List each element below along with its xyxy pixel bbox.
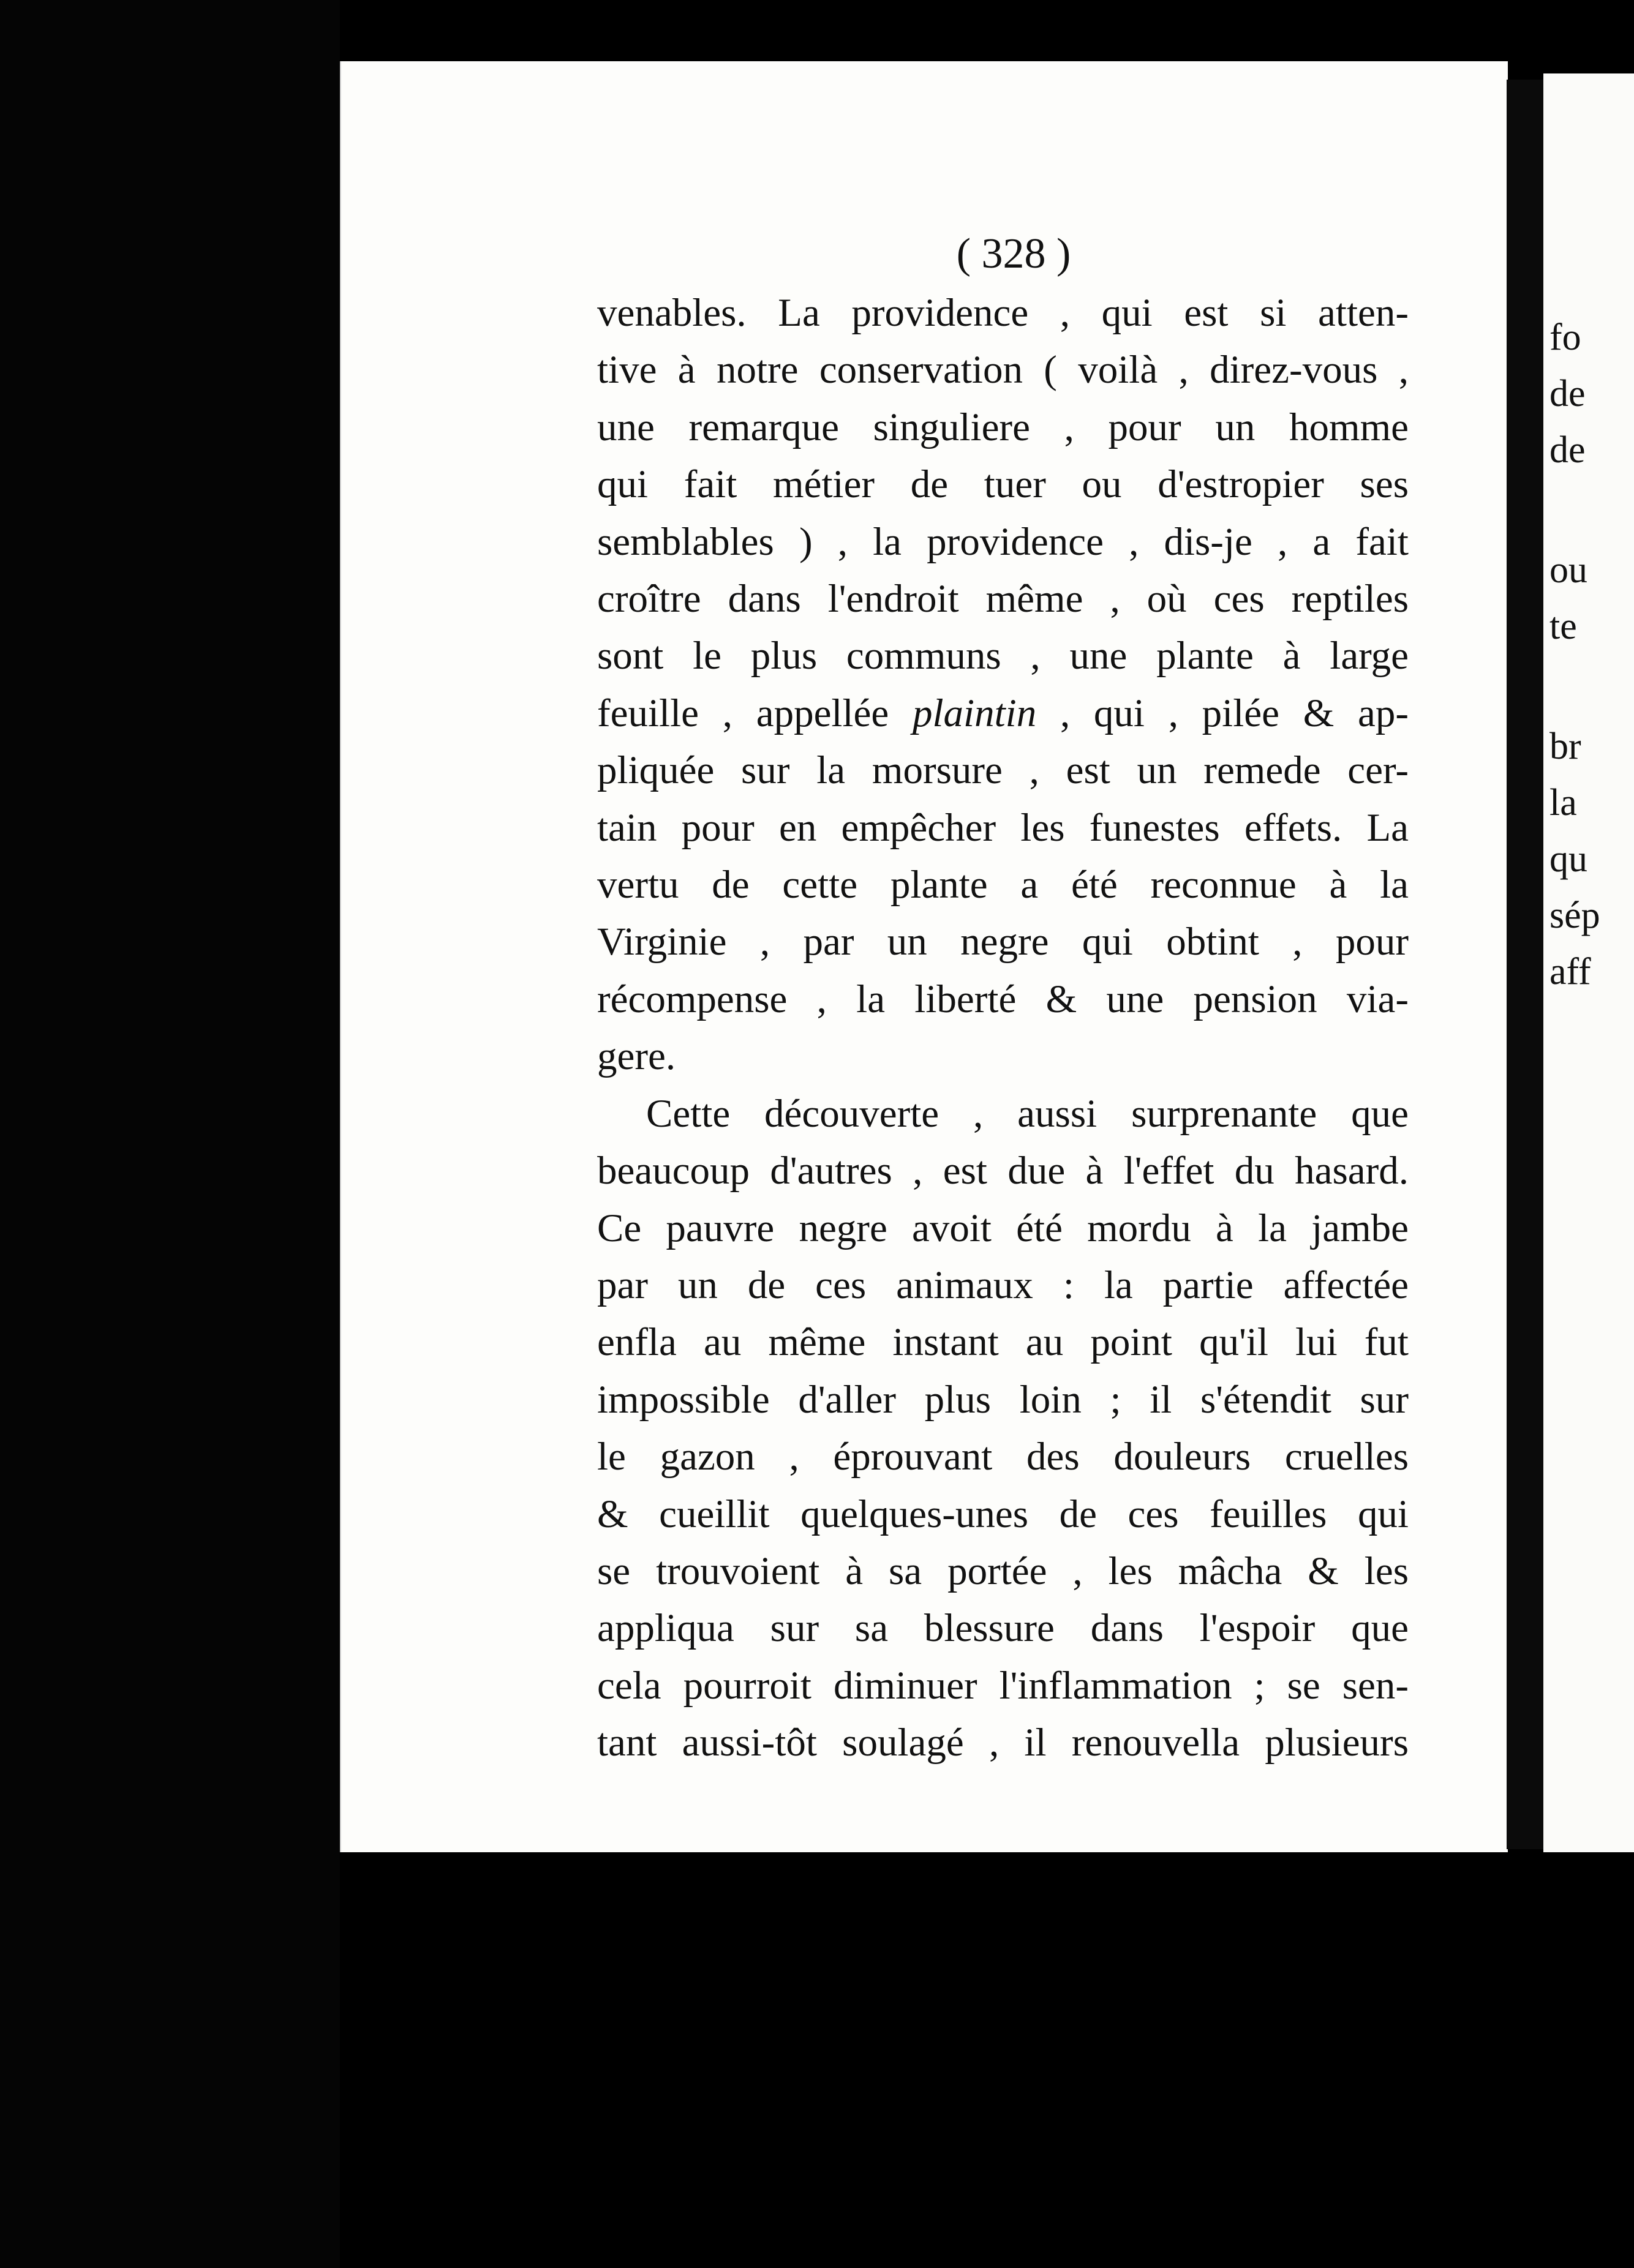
text-line: appliqua sur sa blessure dans l'espoir que xyxy=(597,1606,1409,1651)
text-segment: , qui , pilée & ap- xyxy=(1036,691,1409,735)
text-line: sont le plus communs , une plante à large xyxy=(597,634,1409,678)
facing-page-fragment: fo xyxy=(1549,317,1581,358)
facing-page-fragment: aff xyxy=(1549,951,1591,993)
scan-bottom-margin xyxy=(340,1852,1634,2268)
text-line: semblables ) , la providence , dis-je , a fait xyxy=(597,519,1409,564)
page-number: ( 328 ) xyxy=(956,230,1071,277)
text-line: se trouvoient à sa portée , les mâcha & les xyxy=(597,1549,1409,1593)
facing-page-fragment: br xyxy=(1549,726,1581,767)
text-line: par un de ces animaux : la partie affectée xyxy=(597,1263,1409,1307)
facing-page-fragment: ou xyxy=(1549,549,1587,591)
text-line: impossible d'aller plus loin ; il s'étendit sur xyxy=(597,1377,1409,1422)
text-line xyxy=(597,685,1409,742)
facing-page-fragment: sép xyxy=(1549,895,1600,936)
text-line: tain pour en empêcher les funestes effets. La xyxy=(597,805,1409,850)
body-text xyxy=(597,285,1409,1772)
book-gutter xyxy=(1507,80,1543,1849)
text-line: qui fait métier de tuer ou d'estropier ses xyxy=(597,462,1409,507)
text-line: Ce pauvre negre avoit été mordu à la jambe xyxy=(597,1206,1409,1250)
facing-page-fragment: de xyxy=(1549,429,1586,471)
text-line: Cette découverte , aussi surprenante que xyxy=(646,1091,1409,1136)
italic-term: plaintin xyxy=(912,691,1037,735)
text-segment: feuille , appellée xyxy=(597,691,913,735)
facing-page-edge xyxy=(1543,73,1634,1861)
text-line: pliquée sur la morsure , est un remede cer- xyxy=(597,748,1409,793)
facing-page-fragment: qu xyxy=(1549,838,1587,880)
text-line: venables. La providence , qui est si atten- xyxy=(597,291,1409,335)
facing-page-fragment: la xyxy=(1549,782,1577,824)
facing-page-fragment: de xyxy=(1549,373,1586,415)
text-line: enfla au même instant au point qu'il lui fut xyxy=(597,1320,1409,1365)
facing-page-fragment: te xyxy=(1549,606,1577,647)
text-line: tive à notre conservation ( voilà , direz-vous , xyxy=(597,348,1409,392)
text-line: croître dans l'endroit même , où ces reptiles xyxy=(597,577,1409,621)
text-line: récompense , la liberté & une pension via- xyxy=(597,977,1409,1021)
text-line: cela pourroit diminuer l'inflammation ; se sen- xyxy=(597,1663,1409,1708)
text-line: beaucoup d'autres , est due à l'effet du hasard. xyxy=(597,1149,1409,1193)
text-line: vertu de cette plante a été reconnue à la xyxy=(597,863,1409,907)
text-line: le gazon , éprouvant des douleurs cruelles xyxy=(597,1435,1409,1479)
text-line: une remarque singuliere , pour un homme xyxy=(597,405,1409,449)
scan-left-margin xyxy=(0,0,340,2268)
text-line: Virginie , par un negre qui obtint , pour xyxy=(597,920,1409,964)
text-line: gere. xyxy=(597,1034,676,1079)
text-line: tant aussi-tôt soulagé , il renouvella plusieurs xyxy=(597,1721,1409,1765)
text-line: & cueillit quelques-unes de ces feuilles qui xyxy=(597,1492,1409,1536)
